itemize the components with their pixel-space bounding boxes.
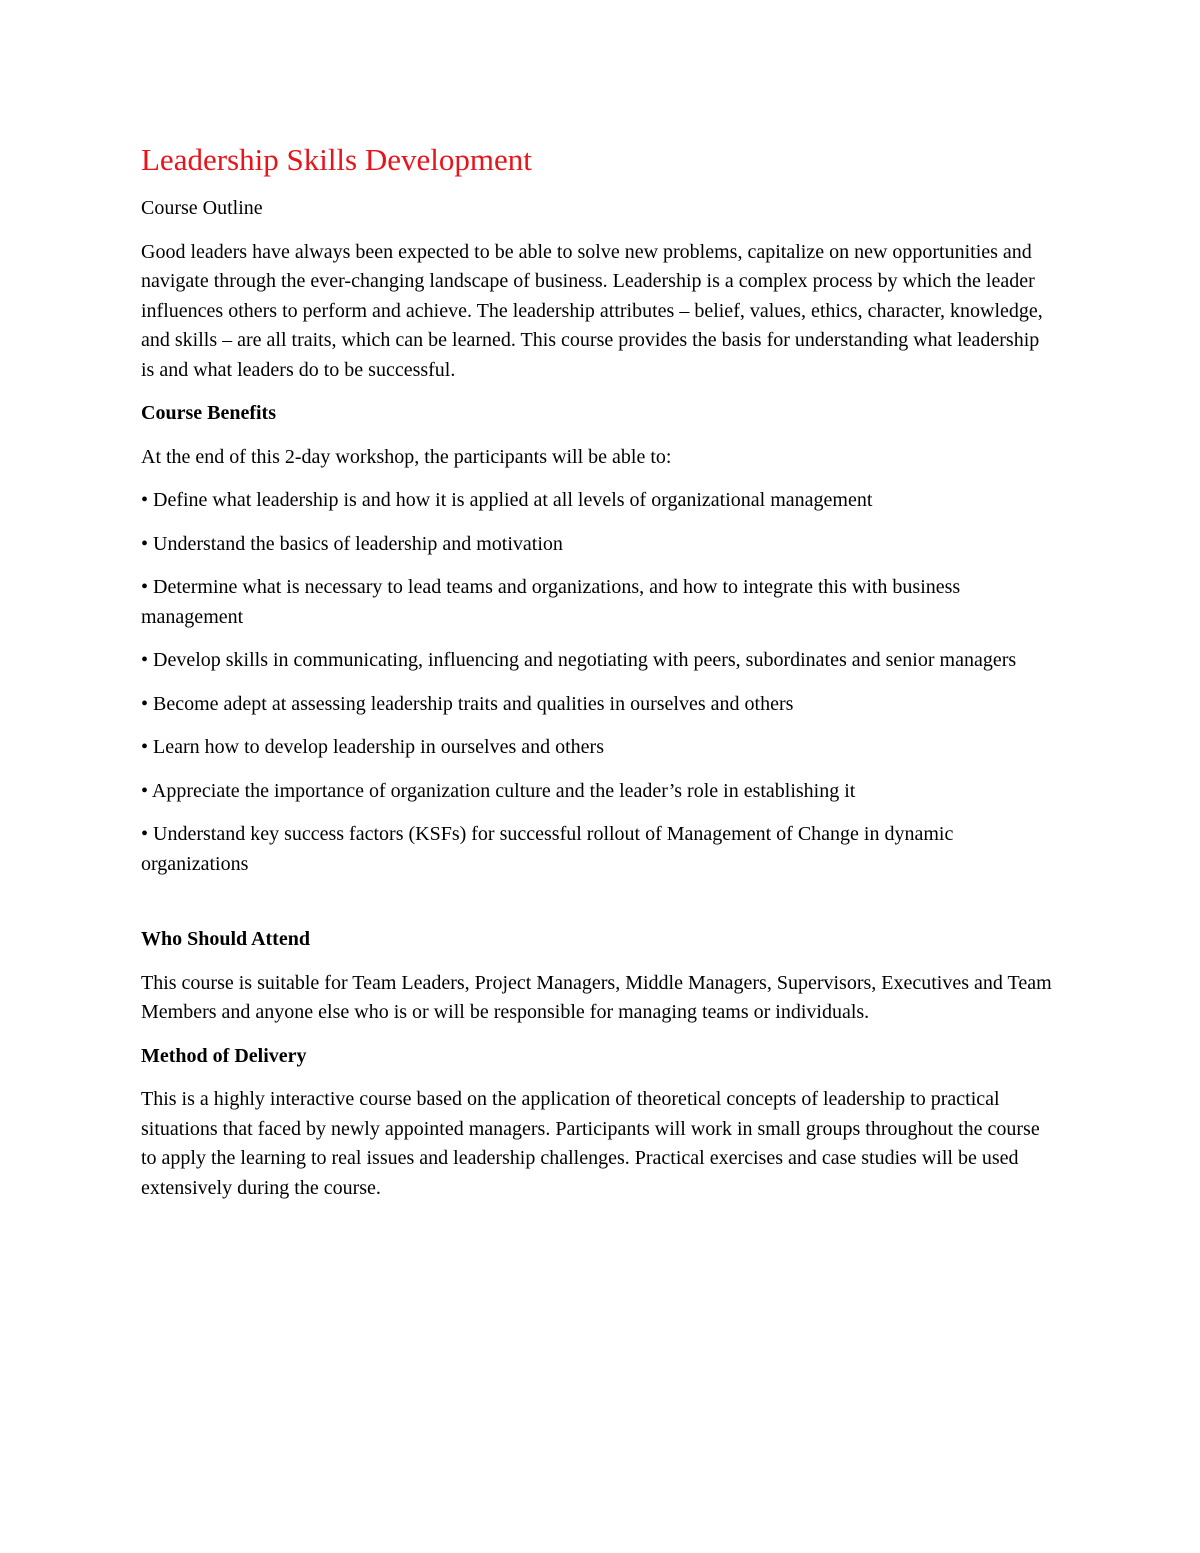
delivery-paragraph: This is a highly interactive course based on the application of theoretical concepts of leadership to practical situations that faced by newly appointed managers. Participants will work in small groups throughout the course to apply the learning to real issues and leadership challenges. Practical exercises and case studies will be used extensively during the course. [141,1088,1040,1199]
document-page [141,138,1056,1217]
section-spacer [141,893,1056,925]
intro-paragraph: Good leaders have always been expected to be able to solve new problems, capitalize on new opportunities and navigate through the ever-changing landscape of business. Leadership is a complex process by which the leader influences others to perform and achieve. The leadership attributes – belief, values, ethics, character, knowledge, and skills – are all traits, which can be learned. This course provides the basis for understanding what leadership is and what leaders do to be successful. [141,240,1043,381]
delivery-heading: Method of Delivery [141,1044,307,1067]
benefit-item: • Become adept at assessing leadership traits and qualities in ourselves and others [141,692,794,715]
benefits-list [141,486,1056,879]
benefits-lead: At the end of this 2-day workshop, the participants will be able to: [141,445,672,468]
attend-paragraph: This course is suitable for Team Leaders, Project Managers, Middle Managers, Supervisors, Executives and Team Members and anyone else who is or will be responsible for managing teams or individuals. [141,971,1052,1023]
benefit-item: • Learn how to develop leadership in ourselves and others [141,736,604,758]
benefit-item: • Appreciate the importance of organization culture and the leader’s role in establishing it [141,779,856,802]
benefit-item: • Understand key success factors (KSFs) for successful rollout of Management of Change in dynamic organizations [141,823,954,875]
document-subtitle: Course Outline [141,197,263,219]
attend-heading: Who Should Attend [141,928,310,950]
document-title: Leadership Skills Development [141,142,532,177]
benefit-item: • Define what leadership is and how it is applied at all levels of organizational management [141,489,873,511]
benefit-item: • Understand the basics of leadership and motivation [141,532,563,555]
benefit-item: • Develop skills in communicating, influencing and negotiating with peers, subordinates and senior managers [141,649,1017,671]
benefits-heading: Course Benefits [141,402,276,424]
benefit-item: • Determine what is necessary to lead teams and organizations, and how to integrate this with business management [141,576,961,628]
